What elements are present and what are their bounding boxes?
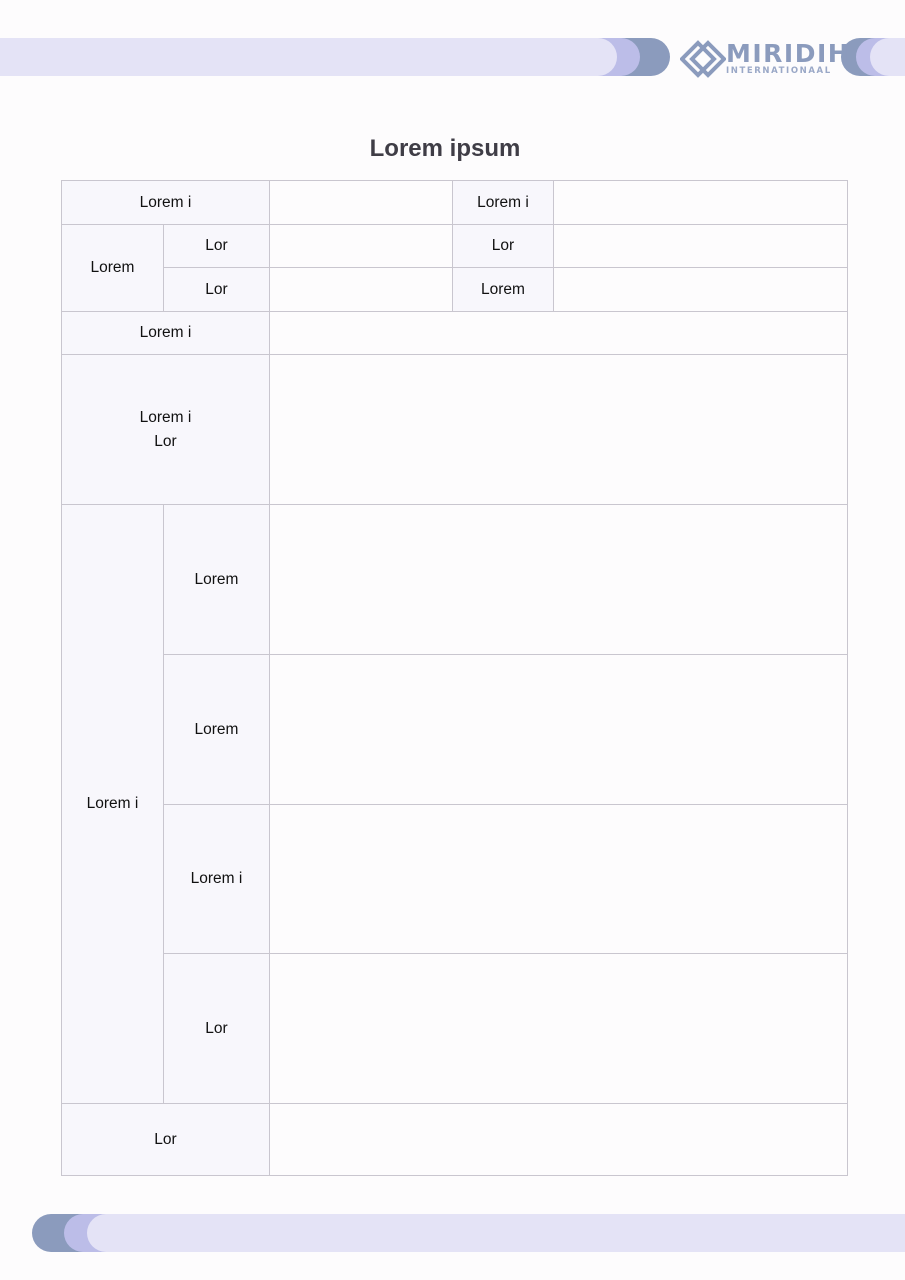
last-row-label: Lor bbox=[62, 1104, 270, 1176]
group2-label: Lorem i bbox=[62, 505, 164, 1104]
table-row bbox=[62, 312, 848, 355]
group1-sub2-value-field[interactable] bbox=[270, 268, 453, 312]
row4-label-line1: Lorem i bbox=[139, 408, 192, 426]
group1-sub2-right-value-field[interactable] bbox=[554, 268, 848, 312]
table-row bbox=[62, 355, 848, 505]
group2-item1-label: Lorem bbox=[164, 505, 270, 655]
row3-label: Lorem i bbox=[62, 312, 270, 355]
brand-logo bbox=[680, 39, 851, 78]
row1-value-field[interactable] bbox=[270, 181, 453, 225]
form-table bbox=[61, 180, 848, 1176]
table-row bbox=[62, 954, 848, 1104]
group1-sub1-right-value-field[interactable] bbox=[554, 225, 848, 268]
table-row bbox=[62, 268, 848, 312]
table-row bbox=[62, 505, 848, 655]
row4-label bbox=[62, 355, 270, 505]
row1-right-label: Lorem i bbox=[453, 181, 554, 225]
row1-label: Lorem i bbox=[62, 181, 270, 225]
group2-item4-value-field[interactable] bbox=[270, 954, 848, 1104]
header-right-band bbox=[870, 38, 905, 76]
footer-band bbox=[87, 1214, 905, 1252]
brand-name: MIRIDIH bbox=[726, 39, 851, 68]
table-row bbox=[62, 805, 848, 954]
group2-item3-label: Lorem i bbox=[164, 805, 270, 954]
diamond-logo-icon bbox=[680, 40, 726, 78]
group1-label: Lorem bbox=[62, 225, 164, 312]
page-title: Lorem ipsum bbox=[369, 135, 521, 162]
row4-label-line2: Lor bbox=[154, 432, 177, 450]
row1-right-value-field[interactable] bbox=[554, 181, 848, 225]
group2-item2-value-field[interactable] bbox=[270, 655, 848, 805]
group1-sub1-label: Lor bbox=[164, 225, 270, 268]
group1-sub1-right-label: Lor bbox=[453, 225, 554, 268]
table-row bbox=[62, 181, 848, 225]
group1-sub1-value-field[interactable] bbox=[270, 225, 453, 268]
group1-sub2-right-label: Lorem bbox=[453, 268, 554, 312]
table-row bbox=[62, 1104, 848, 1176]
group1-sub2-label: Lor bbox=[164, 268, 270, 312]
group2-item2-label: Lorem bbox=[164, 655, 270, 805]
header-band bbox=[0, 38, 617, 76]
group2-item3-value-field[interactable] bbox=[270, 805, 848, 954]
row4-value-field[interactable] bbox=[270, 355, 848, 505]
table-row bbox=[62, 655, 848, 805]
table-row bbox=[62, 225, 848, 268]
row3-value-field[interactable] bbox=[270, 312, 848, 355]
brand-subtitle: INTERNATIONAAL bbox=[726, 66, 832, 76]
last-row-value-field[interactable] bbox=[270, 1104, 848, 1176]
group2-item4-label: Lor bbox=[164, 954, 270, 1104]
group2-item1-value-field[interactable] bbox=[270, 505, 848, 655]
